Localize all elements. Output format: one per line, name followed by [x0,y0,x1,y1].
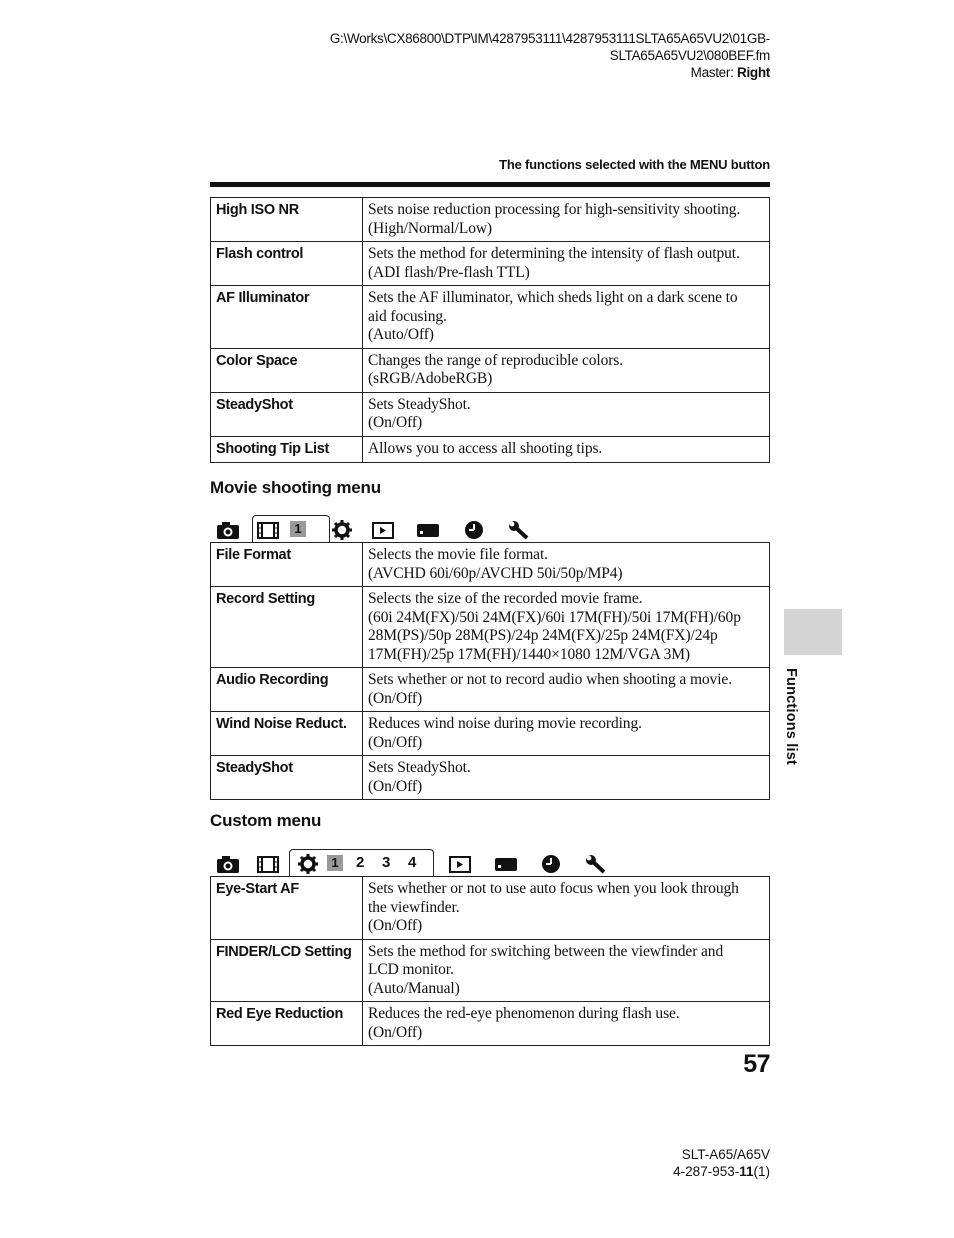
table-row [211,286,770,349]
description-line: (On/Off) [368,777,423,795]
setting-name: Red Eye Reduction [211,1002,363,1046]
description-line: 28M(PS)/50p 28M(PS)/24p 24M(FX)/25p 24M(FX)/24p [368,627,718,644]
gear-icon [296,854,320,874]
table-row [211,756,770,800]
custom-menu-tabbar [210,849,770,877]
description-line: Sets the method for determining the intensity of flash output. [368,245,740,262]
clock-icon[interactable] [462,520,486,540]
setting-name: File Format [211,543,363,587]
description-line: Sets the AF illuminator, which sheds light on a dark scene to [368,289,738,306]
description-line: Allows you to access all shooting tips. [368,439,603,457]
custom-tab-number-4[interactable]: 4 [408,854,417,871]
camera-icon[interactable] [216,854,240,874]
memory-card-icon[interactable] [494,854,518,874]
setting-description [363,392,770,436]
setting-name: AF Illuminator [211,286,363,349]
description-line: (On/Off) [368,414,423,431]
setting-name: Shooting Tip List [211,436,363,462]
description-line: Reduces the red-eye phenomenon during flash use. [368,1005,680,1022]
description-line: (High/Normal/Low) [368,219,492,237]
description-line: (On/Off) [368,689,423,707]
table-row [211,198,770,242]
side-thumb-tab [784,609,842,655]
movie-menu-tabbar [210,515,770,543]
setting-description [363,436,770,462]
master-label-line [210,64,770,81]
description-line: Selects the size of the recorded movie frame. [368,590,643,607]
movie-tab-number-1[interactable]: 1 [290,521,306,537]
header-rule [210,182,770,187]
setting-description [363,198,770,242]
side-section-label [781,668,801,768]
description-line: (Auto/Manual) [368,979,460,997]
table-row [211,348,770,392]
table-row [211,587,770,668]
setting-description [363,756,770,800]
file-path-line-2: SLTA65A65VU2\080BEF.fm [609,48,770,63]
description-line: Sets SteadyShot. [368,395,471,413]
setting-description [363,286,770,349]
footer-model: SLT-A65/A65V [681,1147,770,1162]
footer-code-line [673,1163,770,1180]
setting-description [363,242,770,286]
movie-icon [256,520,280,540]
setting-description [363,348,770,392]
custom-tab-number-2[interactable]: 2 [356,854,365,871]
memory-card-icon[interactable] [416,520,440,540]
description-line: Sets SteadyShot. [368,759,471,776]
description-line: Changes the range of reproducible colors. [368,351,624,369]
description-line: 17M(FH)/25p 17M(FH)/1440×1080 12M/VGA 3M) [368,645,690,663]
custom-section-title: Custom menu [210,811,322,830]
setting-name: Audio Recording [211,668,363,712]
description-line: Sets the method for switching between the viewfinder and [368,942,724,960]
movie-icon[interactable] [256,854,280,874]
description-line: (ADI flash/Pre-flash TTL) [368,263,530,281]
page-number: 57 [743,1050,770,1078]
table-row [211,939,770,1002]
setting-description [363,587,770,668]
setting-name: Color Space [211,348,363,392]
master-value: Right [737,65,770,80]
setting-name: SteadyShot [211,392,363,436]
description-line: Reduces wind noise during movie recording. [368,715,642,732]
table-row [211,436,770,462]
file-path-line-1: G:\Works\CX86800\DTP\IM\4287953111\4287953111SLTA65A65VU2\01GB- [329,31,770,46]
description-line: Selects the movie file format. [368,546,548,563]
setting-name: Wind Noise Reduct. [211,712,363,756]
playback-icon[interactable] [371,520,395,540]
gear-icon[interactable] [330,520,354,540]
wrench-icon[interactable] [585,854,609,874]
setting-description [363,668,770,712]
setting-name: SteadyShot [211,756,363,800]
description-line: Sets whether or not to use auto focus when you look through [368,880,739,897]
table-row [211,543,770,587]
table-row [211,877,770,940]
clock-icon[interactable] [539,854,563,874]
setting-name: Record Setting [211,587,363,668]
description-line: (sRGB/AdobeRGB) [368,370,493,387]
running-head: The functions selected with the MENU button [499,157,770,172]
master-label: Master: [690,65,737,80]
footer [673,1146,770,1180]
side-section-label-text: Functions list [783,668,799,766]
description-line: (On/Off) [368,1023,423,1041]
custom-tab-number-3[interactable]: 3 [382,854,391,871]
setting-description [363,939,770,1002]
custom-tab-number-1[interactable]: 1 [327,855,343,871]
table-row [211,1002,770,1046]
description-line: (60i 24M(FX)/50i 24M(FX)/60i 17M(FH)/50i 17M(FH)/60p [368,608,741,626]
setting-name: Eye-Start AF [211,877,363,940]
footer-code-prefix: 4-287-953- [673,1164,740,1179]
table-row [211,242,770,286]
playback-icon[interactable] [448,854,472,874]
setting-description [363,543,770,587]
description-line: (On/Off) [368,917,423,934]
setting-name: High ISO NR [211,198,363,242]
description-line: (On/Off) [368,733,423,751]
description-line: LCD monitor. [368,961,454,978]
setting-description [363,1002,770,1046]
custom-menu-table [210,876,770,1046]
movie-section-title: Movie shooting menu [210,478,381,497]
table-row [211,392,770,436]
description-line: Sets whether or not to record audio when shooting a movie. [368,671,732,688]
wrench-icon[interactable] [508,520,532,540]
table-row [211,668,770,712]
setting-name: FINDER/LCD Setting [211,939,363,1002]
description-line: aid focusing. [368,307,447,325]
setting-description [363,877,770,940]
setting-name: Flash control [211,242,363,286]
settings-table-top [210,197,770,463]
file-path-header [210,30,770,81]
description-line: the viewfinder. [368,898,460,916]
movie-shooting-table [210,542,770,800]
description-line: (AVCHD 60i/60p/AVCHD 50i/50p/MP4) [368,564,623,582]
description-line: (Auto/Off) [368,326,434,343]
footer-code-bold: 11 [739,1164,754,1179]
camera-icon[interactable] [216,520,240,540]
setting-description [363,712,770,756]
description-line: Sets noise reduction processing for high-sensitivity shooting. [368,201,741,218]
table-row [211,712,770,756]
footer-code-suffix: (1) [753,1164,770,1179]
